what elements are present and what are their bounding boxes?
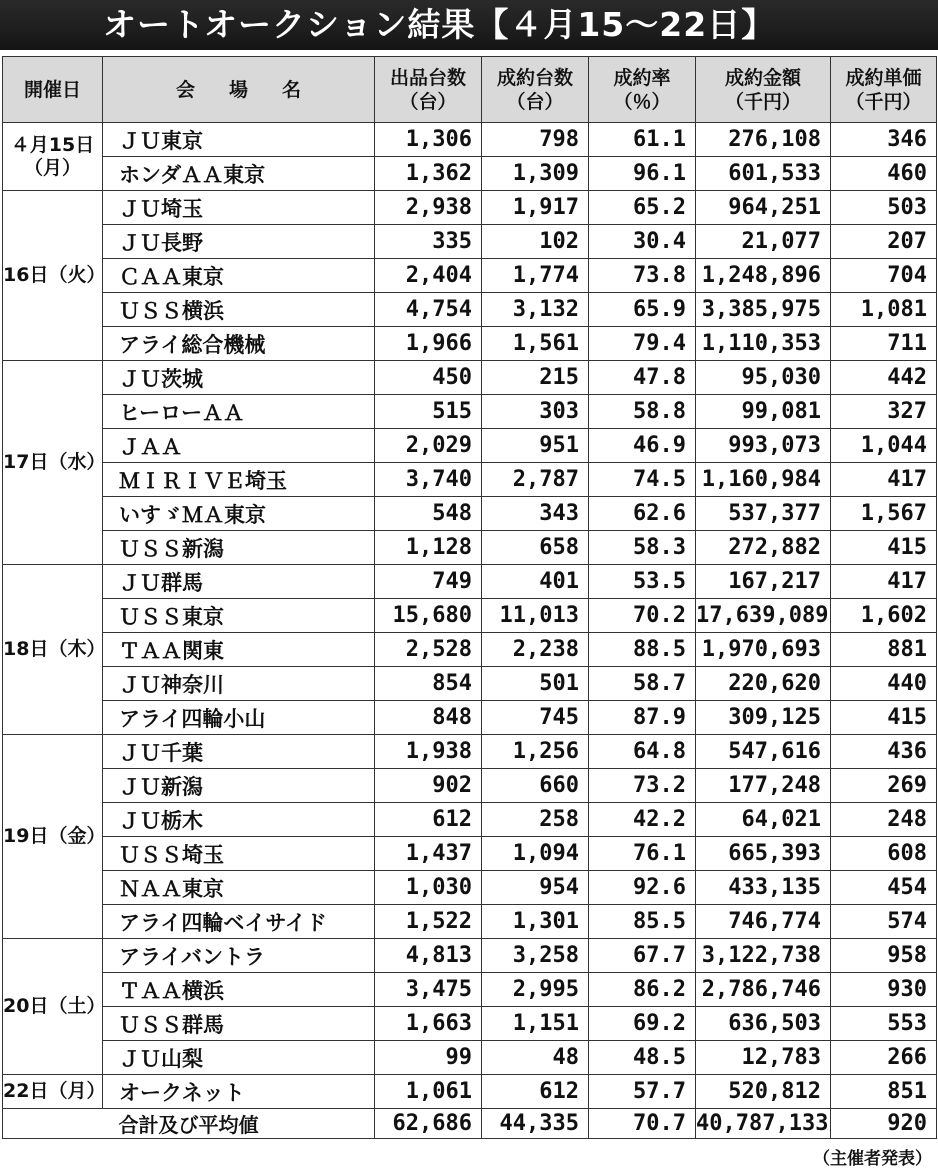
listed-cell: 854 [375,667,482,701]
table-row [3,973,937,1007]
source-note: （主催者発表） [813,1149,932,1169]
unit-price-cell: 958 [831,939,937,973]
header-venue [103,57,375,123]
listed-cell: 3,740 [375,463,482,497]
unit-price-cell: 207 [831,225,937,259]
date-cell [3,939,106,1075]
venue-cell: ＮＡＡ東京 [103,871,375,905]
rate-cell: 67.7 [589,939,696,973]
venue-cell: ＵＳＳ群馬 [103,1007,375,1041]
table-row [3,633,937,667]
listed-cell: 335 [375,225,482,259]
rate-cell: 73.8 [589,259,696,293]
listed-cell: 1,938 [375,735,482,769]
rate-cell: 30.4 [589,225,696,259]
venue-cell: ＵＳＳ埼玉 [103,837,375,871]
date-cell [3,565,106,735]
rate-cell: 53.5 [589,565,696,599]
amount-cell: 272,882 [696,531,831,565]
unit-price-cell: 1,567 [831,497,937,531]
contracted-cell: 258 [482,803,589,837]
amount-cell: 276,108 [696,123,831,157]
amount-cell: 167,217 [696,565,831,599]
venue-cell: ＪＡＡ [103,429,375,463]
contracted-cell: 954 [482,871,589,905]
contracted-cell: 215 [482,361,589,395]
date-text: 16日（火） [3,264,106,286]
venue-cell: ヒーローＡＡ [103,395,375,429]
venue-cell: ＵＳＳ新潟 [103,531,375,565]
venue-cell: ＪＵ群馬 [103,565,375,599]
table-row [3,837,937,871]
venue-cell: ＪＵ栃木 [103,803,375,837]
date-text: 19日（金） [3,825,106,847]
amount-cell: 64,021 [696,803,831,837]
listed-cell: 1,061 [375,1075,482,1109]
table-row [3,939,937,973]
table-row [3,701,937,735]
table-row [3,191,937,225]
header-listed [375,57,482,123]
amount-cell: 95,030 [696,361,831,395]
header-rate [589,57,696,123]
amount-cell: 309,125 [696,701,831,735]
contracted-cell: 102 [482,225,589,259]
unit-price-cell: 436 [831,735,937,769]
total-label: 合計及び平均値 [3,1109,375,1139]
header-listed-unit: （台） [399,90,457,113]
table-row [3,1041,937,1075]
total-contracted: 44,335 [482,1109,589,1139]
table-row [3,803,937,837]
rate-cell: 76.1 [589,837,696,871]
header-date: 開催日 [3,57,103,123]
venue-cell: ＪＵ東京 [103,123,375,157]
date-text: 22日（月） [3,1080,106,1102]
rate-cell: 88.5 [589,633,696,667]
contracted-cell: 48 [482,1041,589,1075]
contracted-cell: 660 [482,769,589,803]
header-row [3,57,937,123]
rate-cell: 86.2 [589,973,696,1007]
listed-cell: 1,522 [375,905,482,939]
unit-price-cell: 574 [831,905,937,939]
venue-cell: ＪＵ茨城 [103,361,375,395]
date-cell [3,191,106,361]
header-contracted-label: 成約台数 [496,66,573,89]
venue-cell: アライバントラ [103,939,375,973]
listed-cell: 1,966 [375,327,482,361]
unit-price-cell: 454 [831,871,937,905]
rate-cell: 64.8 [589,735,696,769]
table-row [3,361,937,395]
listed-cell: 548 [375,497,482,531]
amount-cell: 1,248,896 [696,259,831,293]
venue-cell: ＪＵ長野 [103,225,375,259]
date-cell [3,735,106,939]
table-row [3,871,937,905]
contracted-cell: 2,238 [482,633,589,667]
header-unit-price [831,57,937,123]
venue-cell: ＴＡＡ関東 [103,633,375,667]
contracted-cell: 1,309 [482,157,589,191]
amount-cell: 220,620 [696,667,831,701]
unit-price-cell: 266 [831,1041,937,1075]
amount-cell: 12,783 [696,1041,831,1075]
listed-cell: 2,938 [375,191,482,225]
listed-cell: 1,306 [375,123,482,157]
listed-cell: 4,754 [375,293,482,327]
contracted-cell: 501 [482,667,589,701]
listed-cell: 515 [375,395,482,429]
contracted-cell: 343 [482,497,589,531]
unit-price-cell: 415 [831,701,937,735]
amount-cell: 99,081 [696,395,831,429]
amount-cell: 636,503 [696,1007,831,1041]
unit-price-cell: 248 [831,803,937,837]
venue-cell: ＪＵ千葉 [103,735,375,769]
header-rate-label: 成約率 [613,66,671,89]
rate-cell: 62.6 [589,497,696,531]
amount-cell: 993,073 [696,429,831,463]
table-row [3,735,937,769]
header-amount-unit: （千円） [724,90,801,113]
unit-price-cell: 851 [831,1075,937,1109]
header-amount [696,57,831,123]
unit-price-cell: 415 [831,531,937,565]
listed-cell: 1,362 [375,157,482,191]
venue-cell: ＭＩＲＩＶＥ埼玉 [103,463,375,497]
table-row [3,1007,937,1041]
unit-price-cell: 417 [831,463,937,497]
date-text: 17日（水） [3,451,106,473]
contracted-cell: 3,132 [482,293,589,327]
rate-cell: 42.2 [589,803,696,837]
rate-cell: 92.6 [589,871,696,905]
listed-cell: 902 [375,769,482,803]
date-text: 20日（土） [3,995,106,1017]
venue-cell: オークネット [103,1075,375,1109]
amount-cell: 1,160,984 [696,463,831,497]
unit-price-cell: 1,602 [831,599,937,633]
venue-cell: アライ四輪小山 [103,701,375,735]
rate-cell: 46.9 [589,429,696,463]
auction-results-table [2,56,937,1139]
rate-cell: 65.2 [589,191,696,225]
amount-cell: 665,393 [696,837,831,871]
listed-cell: 1,030 [375,871,482,905]
table-row [3,463,937,497]
listed-cell: 1,437 [375,837,482,871]
date-text: （月） [23,156,81,179]
listed-cell: 1,128 [375,531,482,565]
table-body [3,123,937,1109]
amount-cell: 3,385,975 [696,293,831,327]
header-rate-unit: （％） [613,90,671,113]
contracted-cell: 798 [482,123,589,157]
page-title: オートオークション結果【４月15～22日】 [103,5,776,44]
unit-price-cell: 608 [831,837,937,871]
rate-cell: 79.4 [589,327,696,361]
listed-cell: 1,663 [375,1007,482,1041]
date-text: 18日（木） [3,638,106,660]
venue-cell: いすゞＭＡ東京 [103,497,375,531]
unit-price-cell: 442 [831,361,937,395]
listed-cell: 4,813 [375,939,482,973]
date-text: ４月15日 [10,133,95,156]
rate-cell: 47.8 [589,361,696,395]
unit-price-cell: 460 [831,157,937,191]
rate-cell: 74.5 [589,463,696,497]
venue-cell: ＪＵ新潟 [103,769,375,803]
header-listed-label: 出品台数 [389,66,466,89]
amount-cell: 746,774 [696,905,831,939]
table-row [3,497,937,531]
contracted-cell: 2,995 [482,973,589,1007]
venue-cell: アライ四輪ベイサイド [103,905,375,939]
venue-cell: ＣＡＡ東京 [103,259,375,293]
contracted-cell: 1,774 [482,259,589,293]
header-contracted [482,57,589,123]
amount-cell: 177,248 [696,769,831,803]
listed-cell: 749 [375,565,482,599]
rate-cell: 65.9 [589,293,696,327]
venue-cell: ＪＵ神奈川 [103,667,375,701]
contracted-cell: 1,917 [482,191,589,225]
contracted-cell: 1,301 [482,905,589,939]
venue-cell: アライ総合機械 [103,327,375,361]
table-row [3,293,937,327]
listed-cell: 2,029 [375,429,482,463]
rate-cell: 58.8 [589,395,696,429]
rate-cell: 58.3 [589,531,696,565]
table-row [3,157,937,191]
contracted-cell: 951 [482,429,589,463]
total-row [3,1109,937,1139]
table-row [3,565,937,599]
table-row [3,259,937,293]
contracted-cell: 1,151 [482,1007,589,1041]
contracted-cell: 612 [482,1075,589,1109]
unit-price-cell: 327 [831,395,937,429]
venue-cell: ホンダＡＡ東京 [103,157,375,191]
contracted-cell: 658 [482,531,589,565]
contracted-cell: 303 [482,395,589,429]
amount-cell: 433,135 [696,871,831,905]
unit-price-cell: 503 [831,191,937,225]
table-row [3,667,937,701]
rate-cell: 73.2 [589,769,696,803]
listed-cell: 15,680 [375,599,482,633]
date-cell [3,361,106,565]
amount-cell: 1,970,693 [696,633,831,667]
contracted-cell: 745 [482,701,589,735]
amount-cell: 537,377 [696,497,831,531]
amount-cell: 520,812 [696,1075,831,1109]
total-rate: 70.7 [589,1109,696,1139]
unit-price-cell: 930 [831,973,937,1007]
date-cell [3,1075,106,1109]
table-row [3,225,937,259]
total-unit-price: 920 [831,1109,937,1139]
title-bar [0,0,938,50]
contracted-cell: 401 [482,565,589,599]
table-row [3,429,937,463]
unit-price-cell: 711 [831,327,937,361]
table-row [3,327,937,361]
rate-cell: 87.9 [589,701,696,735]
rate-cell: 96.1 [589,157,696,191]
contracted-cell: 1,256 [482,735,589,769]
table-row [3,531,937,565]
listed-cell: 612 [375,803,482,837]
rate-cell: 69.2 [589,1007,696,1041]
listed-cell: 848 [375,701,482,735]
rate-cell: 61.1 [589,123,696,157]
unit-price-cell: 881 [831,633,937,667]
venue-cell: ＪＵ埼玉 [103,191,375,225]
amount-cell: 964,251 [696,191,831,225]
contracted-cell: 11,013 [482,599,589,633]
total-listed: 62,686 [375,1109,482,1139]
date-cell [3,123,103,191]
contracted-cell: 2,787 [482,463,589,497]
listed-cell: 450 [375,361,482,395]
header-unit-price-unit: （千円） [845,90,922,113]
table-row [3,123,937,157]
rate-cell: 48.5 [589,1041,696,1075]
amount-cell: 17,639,089 [696,599,831,633]
amount-cell: 21,077 [696,225,831,259]
contracted-cell: 1,094 [482,837,589,871]
table-row [3,905,937,939]
amount-cell: 547,616 [696,735,831,769]
listed-cell: 2,528 [375,633,482,667]
header-venue-label: 会場名 [175,78,335,101]
venue-cell: ＵＳＳ横浜 [103,293,375,327]
total-amount: 40,787,133 [696,1109,831,1139]
unit-price-cell: 1,081 [831,293,937,327]
listed-cell: 2,404 [375,259,482,293]
header-amount-label: 成約金額 [724,66,801,89]
table-row [3,769,937,803]
unit-price-cell: 553 [831,1007,937,1041]
table-row [3,599,937,633]
header-unit-price-label: 成約単価 [845,66,922,89]
rate-cell: 57.7 [589,1075,696,1109]
rate-cell: 85.5 [589,905,696,939]
table-row [3,395,937,429]
unit-price-cell: 417 [831,565,937,599]
unit-price-cell: 704 [831,259,937,293]
venue-cell: ＵＳＳ東京 [103,599,375,633]
rate-cell: 58.7 [589,667,696,701]
unit-price-cell: 346 [831,123,937,157]
venue-cell: ＪＵ山梨 [103,1041,375,1075]
venue-cell: ＴＡＡ横浜 [103,973,375,1007]
rate-cell: 70.2 [589,599,696,633]
table-row [3,1075,937,1109]
unit-price-cell: 1,044 [831,429,937,463]
contracted-cell: 3,258 [482,939,589,973]
amount-cell: 3,122,738 [696,939,831,973]
header-contracted-unit: （台） [506,90,564,113]
unit-price-cell: 440 [831,667,937,701]
listed-cell: 99 [375,1041,482,1075]
amount-cell: 2,786,746 [696,973,831,1007]
unit-price-cell: 269 [831,769,937,803]
amount-cell: 601,533 [696,157,831,191]
contracted-cell: 1,561 [482,327,589,361]
listed-cell: 3,475 [375,973,482,1007]
amount-cell: 1,110,353 [696,327,831,361]
